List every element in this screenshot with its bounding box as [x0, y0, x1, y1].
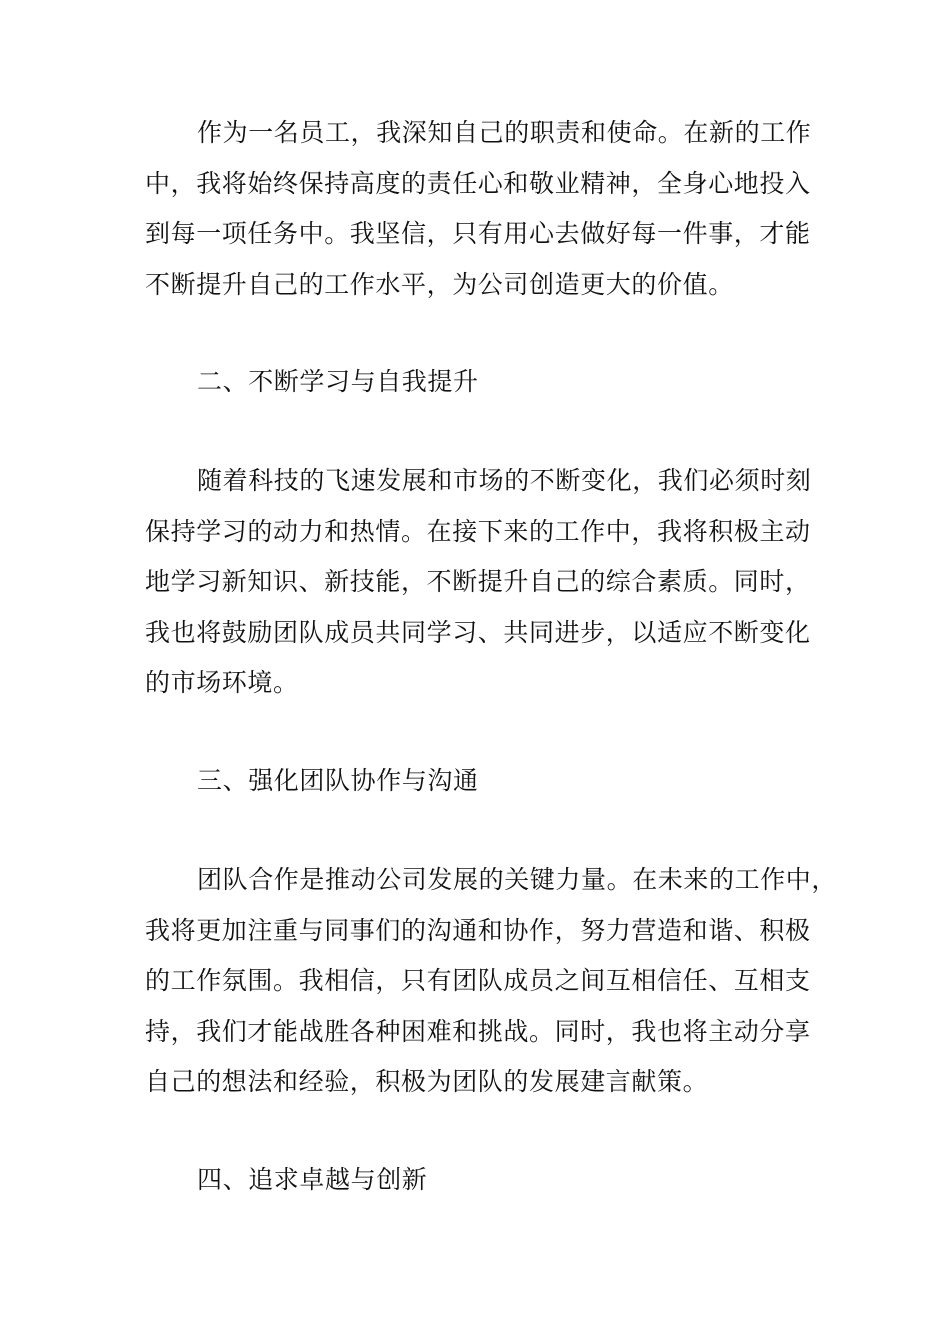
section-heading-innovation: 四、追求卓越与创新 [197, 1165, 428, 1194]
paragraph-line: 团队合作是推动公司发展的关键力量。在未来的工作中， [197, 865, 838, 894]
section-heading-teamwork: 三、强化团队协作与沟通 [197, 766, 479, 795]
paragraph-line: 自己的想法和经验，积极为团队的发展建言献策。 [145, 1067, 709, 1096]
paragraph-line: 随着科技的飞速发展和市场的不断变化，我们必须时刻 [197, 466, 812, 495]
paragraph-line: 保持学习的动力和热情。在接下来的工作中，我将积极主动 [145, 516, 811, 546]
paragraph-line: 我将更加注重与同事们的沟通和协作，努力营造和谐、积极 [145, 915, 811, 945]
paragraph-line: 地学习新知识、新技能，不断提升自己的综合素质。同时， [145, 567, 811, 596]
paragraph-learning [145, 456, 825, 709]
paragraph-line: 我也将鼓励团队成员共同学习、共同进步，以适应不断变化 [145, 617, 811, 647]
paragraph-responsibility [145, 108, 825, 310]
paragraph-line: 中，我将始终保持高度的责任心和敬业精神，全身心地投入 [145, 168, 811, 198]
paragraph-line: 的市场环境。 [145, 668, 299, 697]
paragraph-line: 不断提升自己的工作水平，为公司创造更大的价值。 [145, 269, 734, 299]
paragraph-line: 到每一项任务中。我坚信，只有用心去做好每一件事，才能 [145, 219, 811, 248]
paragraph-teamwork [145, 855, 838, 1108]
paragraph-line: 的工作氛围。我相信，只有团队成员之间互相信任、互相支 [145, 966, 811, 995]
paragraph-line: 作为一名员工，我深知自己的职责和使命。在新的工作 [197, 118, 812, 147]
section-heading-learning: 二、不断学习与自我提升 [197, 367, 479, 396]
paragraph-line: 持，我们才能战胜各种困难和挑战。同时，我也将主动分享 [145, 1016, 811, 1046]
